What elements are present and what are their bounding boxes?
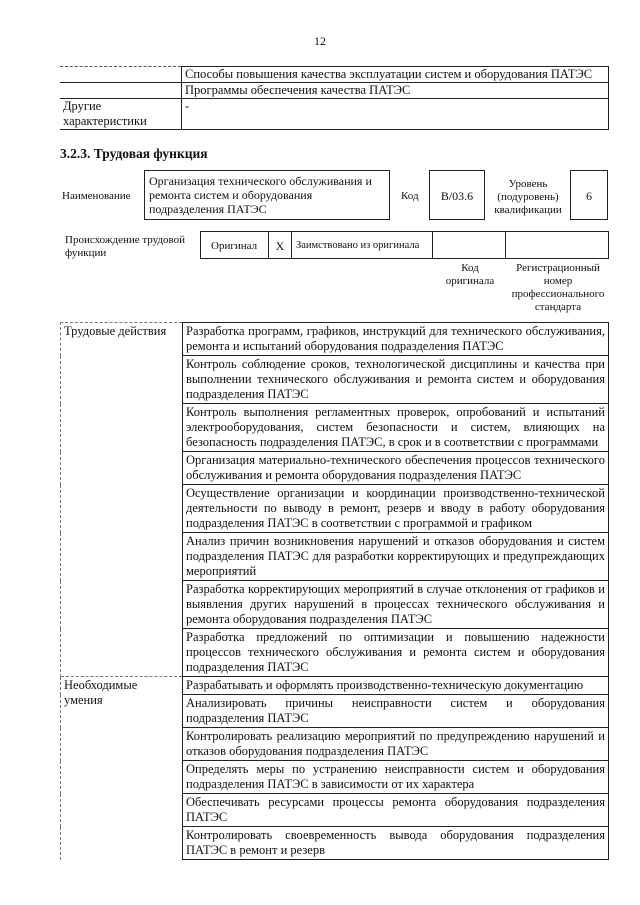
reg-caption: Регистрационный номер профессионального стандарта [511,262,605,313]
list-item: Контролировать своевременность вывода оборудования подразделения ПАТЭС в ремонт и резерв [183,827,609,860]
list-item: Обеспечивать ресурсами процессы ремонта оборудования подразделения ПАТЭС [183,794,609,827]
function-name-value: Организация технического обслуживания и ремонта систем и оборудования подразделения ПАТЭС [149,174,372,216]
code-caption: Код оригинала [445,262,495,287]
row-value: Способы повышения качества эксплуатации систем и оборудования ПАТЭС [182,67,609,83]
row-label [60,83,182,99]
required-skills-label: Необходимые умения [61,677,183,860]
list-item: Анализировать причины неисправности систем и оборудования подразделения ПАТЭС [183,695,609,728]
list-item: Осуществление организации и координации производственно-технической деятельности по выводу в ремонт, резерв и вводу в работу оборудования подразделения ПАТЭС в соответствии с программой и графиком [183,485,609,533]
level-value: 6 [586,189,592,203]
row-value: - [182,99,609,130]
function-table [60,322,609,860]
list-item: Организация материально-технического обеспечения процессов технического обслуживания и ремонта оборудования подразделения ПАТЭС [183,452,609,485]
labor-actions-label: Трудовые действия [61,323,183,677]
table-row [60,99,609,130]
list-item: Разработка корректирующих мероприятий в случае отклонения от графиков и выявления других нарушений в процессах технического обслуживания и ремонта оборудования подразделения ПАТЭС [183,581,609,629]
list-item: Контроль соблюдение сроков, технологической дисциплины и качества при выполнении технического обслуживания и ремонта систем и оборудования подразделения ПАТЭС [183,356,609,404]
reg-number-box [505,231,609,259]
original-mark: X [275,239,285,253]
list-item: Анализ причин возникновения нарушений и отказов оборудования и систем подразделения ПАТЭС для разработки корректирующих и предупреждающих мероприятий [183,533,609,581]
section-title: 3.2.3. Трудовая функция [60,146,208,161]
function-name-box [144,170,390,220]
name-label: Наименование [62,190,131,202]
table-row [60,67,609,83]
borrowed-label: Заимствовано из оригинала [296,240,420,251]
original-box [200,231,269,259]
table-row [61,677,609,695]
page-number: 12 [314,34,326,48]
continuation-table [60,66,609,130]
code-box [429,170,485,220]
table-row [60,83,609,99]
original-mark-box [268,231,292,259]
original-label: Оригинал [211,240,258,252]
list-item: Разрабатывать и оформлять производственно-техническую документацию [183,677,609,695]
borrowed-box [291,231,433,259]
code-label: Код [401,190,419,202]
list-item: Разработка программ, графиков, инструкций для технического обслуживания, ремонта и испытаний оборудования подразделения ПАТЭС [183,323,609,356]
row-label: Другие характеристики [60,99,182,130]
row-label [60,67,182,83]
list-item: Контролировать реализацию мероприятий по предупреждению нарушений и отказов оборудования подразделения ПАТЭС [183,728,609,761]
list-item: Контроль выполнения регламентных проверок, опробований и испытаний электрооборудования, систем безопасности и систем, влияющих на безопасность подразделения ПАТЭС, в срок и в соответствии с программами [183,404,609,452]
list-item: Разработка предложений по оптимизации и повышению надежности процессов технического обслуживания и ремонта систем и оборудования подразделения ПАТЭС [183,629,609,677]
origin-label: Происхождение трудовой функции [65,234,186,259]
table-row [61,323,609,356]
level-box [570,170,608,220]
level-label: Уровень (подуровень) квалификации [494,178,562,216]
original-code-box [432,231,506,259]
row-value: Программы обеспечения качества ПАТЭС [182,83,609,99]
list-item: Определять меры по устранению неисправности систем и оборудования подразделения ПАТЭС в зависимости от их характера [183,761,609,794]
code-value: B/03.6 [440,189,474,203]
